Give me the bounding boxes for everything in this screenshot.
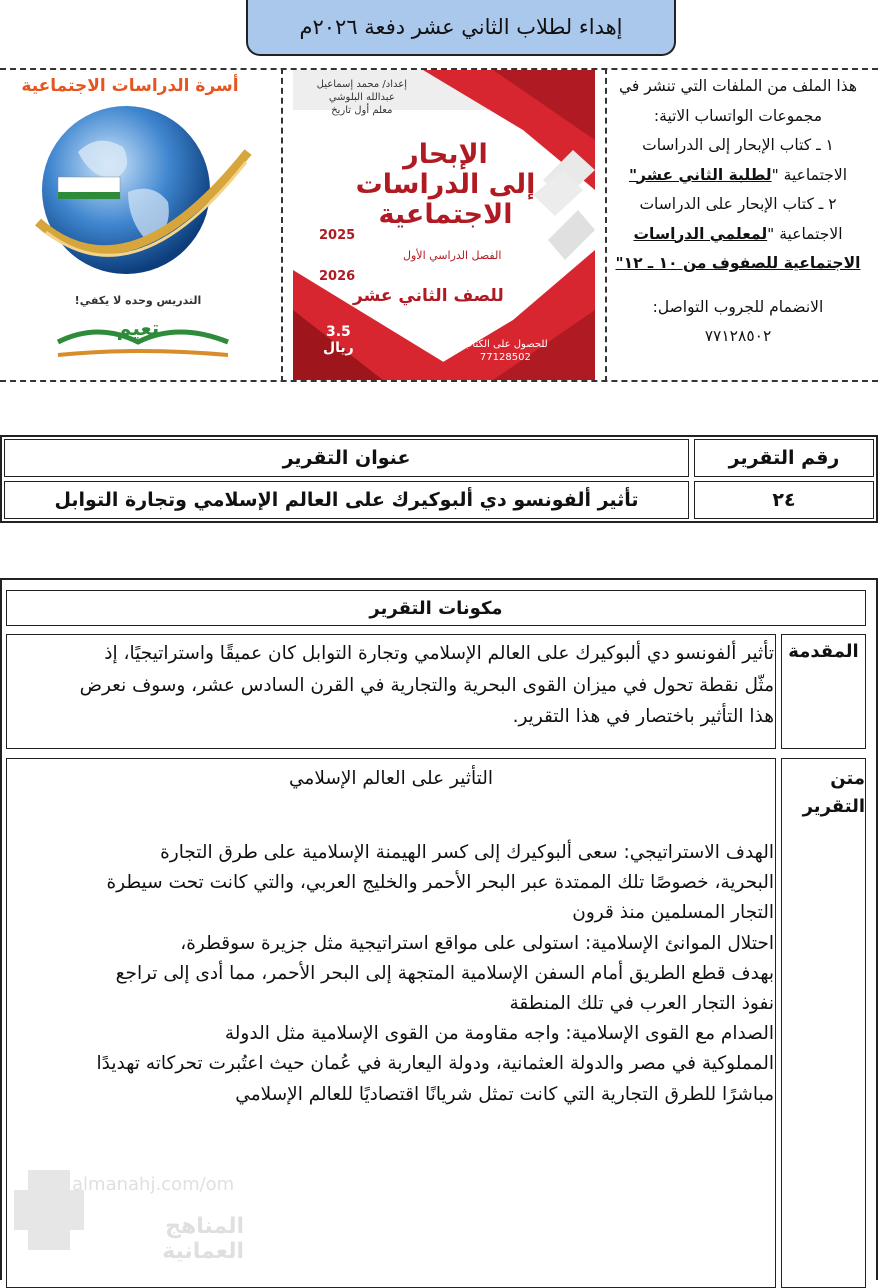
intro-line: مثّل نقطة تحول في ميزان القوى البحرية والتجارية في القرن السادس عشر، وسوف نعرض xyxy=(79,674,774,696)
body-line: التجار المسلمين منذ قرون xyxy=(572,902,774,924)
phone-number[interactable]: ٧٧١٢٨٥٠٢ xyxy=(704,327,772,345)
cover-author: معلم أول تاريخ xyxy=(331,105,393,116)
cover-title: الاجتماعية xyxy=(378,199,513,230)
logo xyxy=(18,72,268,372)
cover-contact-number: 77128502 xyxy=(479,352,531,363)
dedication-banner xyxy=(246,0,676,56)
body-line: المملوكية في مصر والدولة العثمانية، ودولة اليعاربة في عُمان حيث اعتُبرت تحركاته تهديدًا xyxy=(96,1053,774,1075)
intro-line: تأثير ألفونسو دي ألبوكيرك على العالم الإسلامي وتجارة التوابل كان عميقًا واستراتيجيًا، إذ xyxy=(104,643,774,664)
info-line: الاجتماعية "لطلبة الثاني عشر" xyxy=(628,165,848,184)
body-line: بهدف قطع الطريق أمام السفن الإسلامية المتجهة إلى البحر الأحمر، مما أدى إلى تراجع xyxy=(115,962,774,984)
join-label: الانضمام للجروب التواصل: xyxy=(652,297,824,316)
body-line: احتلال الموانئ الإسلامية: استولى على مواقع استراتيجية مثل جزيرة سوقطرة، xyxy=(180,932,774,954)
body-line: البحرية، خصوصًا تلك الممتدة عبر البحر الأحمر والخليج العربي، والتي كانت تحت سيطرة xyxy=(106,872,774,894)
logo-brand: تعيم xyxy=(116,316,160,340)
info-line xyxy=(604,249,872,279)
intro-text xyxy=(22,638,774,733)
intro-line: هذا التأثير باختصار في هذا التقرير. xyxy=(512,706,774,727)
group-link[interactable]: لمعلمي الدراسات xyxy=(633,224,768,243)
info-line: مجموعات الواتساب الاتية: xyxy=(653,106,823,125)
book-cover xyxy=(293,70,595,380)
cover-author: عبدالله البلوشي xyxy=(328,92,395,103)
whatsapp-info xyxy=(604,72,872,352)
report-title-label: عنوان التقرير xyxy=(4,439,689,477)
dedication-text: إهداء لطلاب الثاني عشر دفعة ٢٠٢٦م xyxy=(299,15,623,39)
report-number-label: رقم التقرير xyxy=(694,439,874,477)
group-link[interactable]: الاجتماعية للصفوف من ١٠ ـ ١٢" xyxy=(615,254,861,272)
watermark-url: almanahj.com/om xyxy=(72,1174,235,1195)
body-line: الصدام مع القوى الإسلامية: واجه مقاومة من القوى الإسلامية مثل الدولة xyxy=(224,1023,774,1045)
watermark-name: المناهج العمانية xyxy=(162,1214,244,1264)
info-line: هذا الملف من الملفات التي تنشر في xyxy=(618,77,858,95)
cover-semester: الفصل الدراسي الأول xyxy=(403,249,502,262)
group-link[interactable]: لطلبة الثاني عشر" xyxy=(628,165,772,184)
body-line: نفوذ التجار العرب في تلك المنطقة xyxy=(509,993,774,1015)
info-line: ١ ـ كتاب الإبحار إلى الدراسات xyxy=(642,136,834,154)
cover-price: 3.5 xyxy=(325,324,351,340)
intro-label: المقدمة xyxy=(781,634,866,749)
body-line: مباشرًا للطرق التجارية التي كانت تمثل شريانًا اقتصاديًا للعالم الإسلامي xyxy=(235,1083,774,1105)
info-line: ٢ ـ كتاب الإبحار على الدراسات xyxy=(639,195,837,213)
body-line: الهدف الاستراتيجي: سعى ألبوكيرك إلى كسر الهيمنة الإسلامية على طرق التجارة xyxy=(160,842,774,863)
info-line: الاجتماعية "لمعلمي الدراسات xyxy=(633,224,843,243)
logo-slogan: التدريس وحده لا يكفي! xyxy=(74,294,202,307)
components-heading: مكونات التقرير xyxy=(6,590,866,626)
logo-title: أسرة الدراسات الاجتماعية xyxy=(21,76,239,96)
body-text xyxy=(22,838,774,1110)
cover-currency: ريال xyxy=(323,340,354,356)
report-number: ٢٤ xyxy=(694,481,874,519)
body-subtitle: التأثير على العالم الإسلامي xyxy=(288,768,493,789)
cover-title: إلى الدراسات xyxy=(355,169,536,200)
cover-year: 2025 xyxy=(319,228,356,243)
cover-author: إعداد/ محمد إسماعيل xyxy=(316,79,407,90)
report-title: تأثير ألفونسو دي ألبوكيرك على العالم الإسلامي وتجارة التوابل xyxy=(4,481,689,519)
cover-year: 2026 xyxy=(319,269,356,284)
cover-title: الإبحار xyxy=(403,139,488,170)
body-label xyxy=(781,758,866,1288)
body-label-line: متن xyxy=(830,768,865,789)
watermark xyxy=(14,1170,244,1264)
cover-contact-label: للحصول على الكتاب xyxy=(463,339,548,350)
divider xyxy=(281,68,283,382)
cover-grade: للصف الثاني عشر xyxy=(353,286,504,306)
body-label-line: التقرير xyxy=(802,796,865,817)
